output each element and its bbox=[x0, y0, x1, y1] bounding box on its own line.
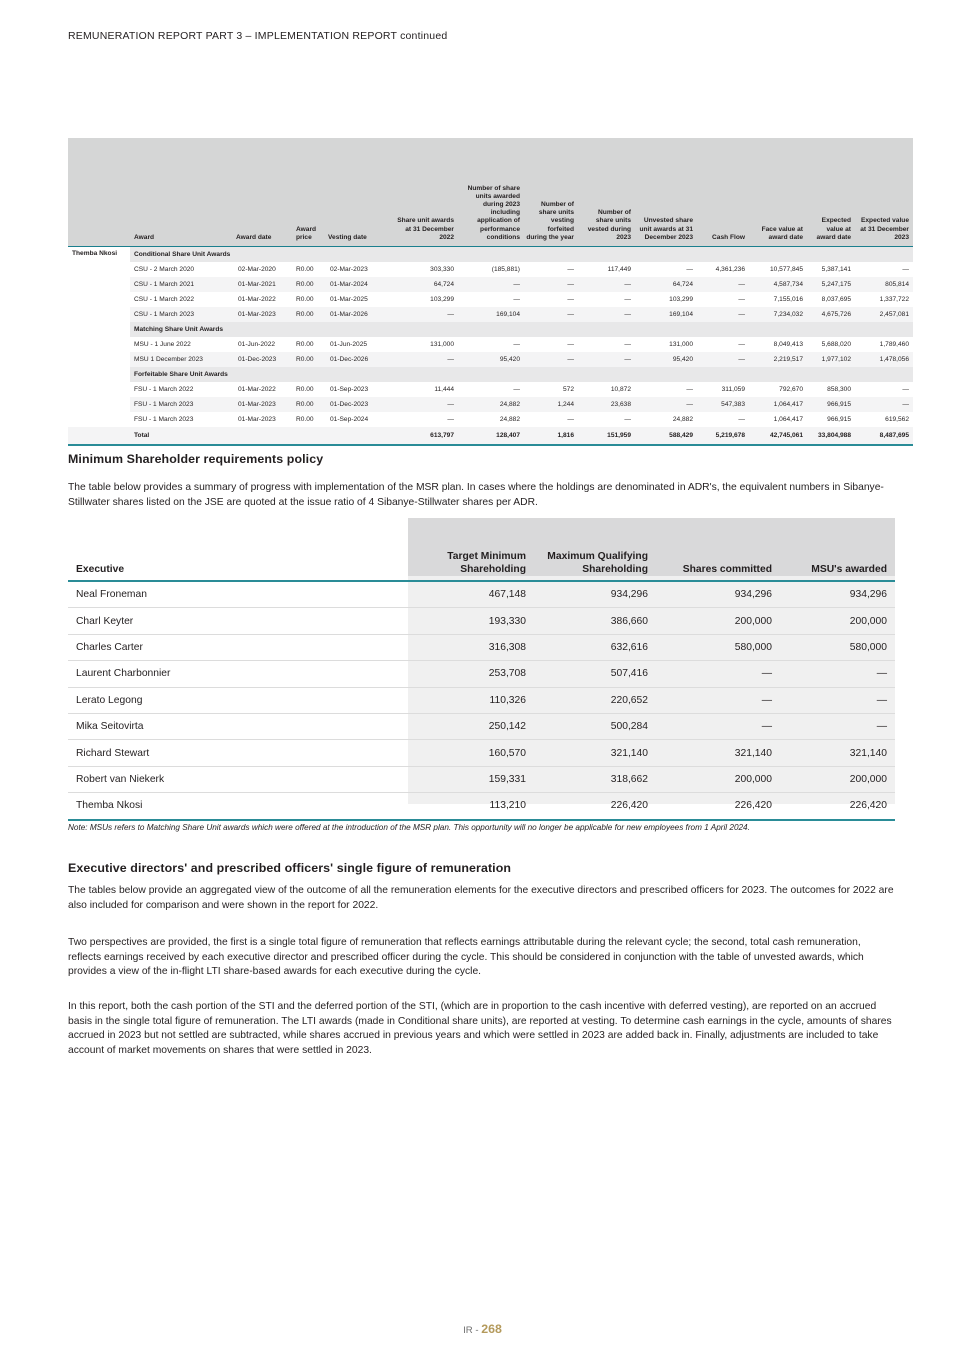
cell-exp-award: 5,387,141 bbox=[821, 266, 851, 273]
cell-award-date: 01-Mar-2021 bbox=[234, 277, 294, 292]
single-figure-para-1: The tables below provide an aggregated view of the outcome of all the remuneration elements for the executive directors and prescribed officers for 2023. The outcomes for 2022 are also included for comparison and were shown in the report for 2022. bbox=[68, 885, 894, 911]
cell-vesting-date: 01-Sep-2023 bbox=[330, 386, 369, 393]
cell-cash-flow: — bbox=[697, 307, 749, 322]
msr-table bbox=[68, 518, 895, 821]
cell-exp-award: 8,037,695 bbox=[821, 296, 851, 303]
cell-exp-award: 966,915 bbox=[807, 397, 855, 412]
cell-units-2022: — bbox=[390, 397, 458, 412]
cell-cash-flow: 547,383 bbox=[697, 397, 749, 412]
cell-units-2022: 303,330 bbox=[430, 266, 454, 273]
table-row bbox=[68, 262, 913, 277]
col-header-award: Award bbox=[130, 138, 234, 247]
cell-exp-2023: — bbox=[855, 397, 913, 412]
msr-cell-committed: — bbox=[656, 687, 780, 713]
unvested-awards-table-wrapper bbox=[68, 138, 909, 446]
cell-awarded-2023: — bbox=[513, 296, 520, 303]
msr-cell-name: Mika Seitovirta bbox=[68, 713, 408, 739]
executive-name-spacer bbox=[68, 382, 130, 397]
single-figure-heading: Executive directors' and prescribed officers' single figure of remuneration bbox=[68, 861, 512, 875]
cell-award-price: R0.00 bbox=[296, 416, 314, 423]
msr-cell-name: Richard Stewart bbox=[68, 740, 408, 766]
msr-cell-name: Themba Nkosi bbox=[68, 793, 408, 820]
cell-face-value: 1,064,417 bbox=[749, 397, 807, 412]
cell-forfeited: — bbox=[524, 307, 578, 322]
cell-vested-2023: 117,449 bbox=[607, 266, 631, 273]
col-header-awarded-2023: Number of share units awarded during 2023 including application of performance conditions bbox=[458, 138, 524, 247]
cell-award-price: R0.00 bbox=[294, 397, 326, 412]
cell-vested-2023: — bbox=[578, 352, 635, 367]
table-row bbox=[68, 337, 913, 352]
msr-cell-maximum: 226,420 bbox=[534, 793, 656, 820]
msr-cell-maximum: 500,284 bbox=[534, 713, 656, 739]
cell-vesting-date: 01-Dec-2026 bbox=[326, 352, 390, 367]
msr-cell-maximum: 318,662 bbox=[534, 766, 656, 792]
col-header-award-date: Award date bbox=[234, 138, 294, 247]
award-group-row bbox=[68, 367, 913, 382]
total-cell-award-date bbox=[234, 427, 294, 445]
msr-cell-maximum: 632,616 bbox=[534, 634, 656, 660]
cell-units-2022: 64,724 bbox=[390, 277, 458, 292]
executive-name-spacer bbox=[68, 307, 130, 322]
cell-award: CSU - 2 March 2020 bbox=[134, 266, 195, 273]
unvested-awards-table bbox=[68, 138, 913, 446]
msr-cell-name: Charles Carter bbox=[68, 634, 408, 660]
cell-forfeited: — bbox=[524, 352, 578, 367]
award-group-title: Forfeitable Share Unit Awards bbox=[130, 367, 913, 382]
msr-table-row bbox=[68, 713, 895, 739]
cell-vested-2023: — bbox=[578, 307, 635, 322]
cell-units-2022: 131,000 bbox=[430, 341, 454, 348]
table-row bbox=[68, 382, 913, 397]
total-cell-vesting-date bbox=[326, 427, 390, 445]
msr-cell-committed: — bbox=[656, 661, 780, 687]
col-header-forfeited: Number of share units vesting forfeited during the year bbox=[524, 138, 578, 247]
msr-cell-msu: 321,140 bbox=[780, 740, 895, 766]
msr-cell-name: Neal Froneman bbox=[68, 581, 408, 608]
cell-face-value: 7,155,016 bbox=[773, 296, 803, 303]
cell-face-value: 7,234,032 bbox=[749, 307, 807, 322]
cell-award: FSU - 1 March 2022 bbox=[134, 386, 194, 393]
col-header-award-price: Award price bbox=[294, 138, 326, 247]
cell-face-value: 1,064,417 bbox=[773, 416, 803, 423]
cell-cash-flow: — bbox=[738, 296, 745, 303]
msr-table-row bbox=[68, 661, 895, 687]
cell-forfeited: — bbox=[567, 416, 574, 423]
cell-cash-flow: — bbox=[697, 277, 749, 292]
msr-cell-target: 316,308 bbox=[408, 634, 534, 660]
total-cell-exp-award: 33,804,988 bbox=[807, 427, 855, 445]
cell-award: CSU - 1 March 2023 bbox=[130, 307, 234, 322]
msr-cell-committed: 580,000 bbox=[656, 634, 780, 660]
table-row bbox=[68, 277, 913, 292]
cell-award-date: 01-Mar-2023 bbox=[238, 416, 276, 423]
cell-award-date: 01-Mar-2023 bbox=[234, 307, 294, 322]
cell-forfeited: — bbox=[567, 296, 574, 303]
unvested-awards-body bbox=[68, 247, 913, 446]
msr-table-row bbox=[68, 766, 895, 792]
executive-name-spacer bbox=[68, 412, 130, 427]
executive-name-spacer bbox=[68, 397, 130, 412]
executive-name-spacer bbox=[68, 322, 130, 337]
total-row bbox=[68, 427, 913, 445]
msr-cell-committed: 321,140 bbox=[656, 740, 780, 766]
total-cell-vested-2023: 151,959 bbox=[578, 427, 635, 445]
msr-cell-maximum: 507,416 bbox=[534, 661, 656, 687]
cell-unvested-2023: 131,000 bbox=[669, 341, 693, 348]
msr-col-target: Target Minimum Shareholding bbox=[408, 518, 534, 581]
cell-award-date: 01-Jun-2022 bbox=[238, 341, 276, 348]
cell-vested-2023: 23,638 bbox=[578, 397, 635, 412]
msr-cell-msu: — bbox=[780, 687, 895, 713]
cell-award: CSU - 1 March 2022 bbox=[134, 296, 195, 303]
total-cell-awarded-2023: 128,407 bbox=[458, 427, 524, 445]
cell-exp-2023: 1,337,722 bbox=[879, 296, 909, 303]
award-group-title: Matching Share Unit Awards bbox=[130, 322, 913, 337]
cell-vested-2023: — bbox=[624, 416, 631, 423]
cell-cash-flow: 4,361,236 bbox=[715, 266, 745, 273]
msr-header-row bbox=[68, 518, 895, 581]
msr-intro-paragraph: The table below provides a summary of progress with implementation of the MSR plan. In cases where the holdings are denominated in ADR's, the equivalent numbers in Sibanye-Stillwater shares listed on the JSE are quoted at the issue ratio of 4 Sibanye-Stillwater shares per ADR. bbox=[68, 482, 884, 508]
cell-vesting-date: 01-Mar-2026 bbox=[326, 307, 390, 322]
cell-face-value: 4,587,734 bbox=[749, 277, 807, 292]
msr-col-committed: Shares committed bbox=[656, 518, 780, 581]
cell-face-value: 2,219,517 bbox=[749, 352, 807, 367]
cell-award-price: R0.00 bbox=[294, 307, 326, 322]
col-header-expected-value-award: Expected value at award date bbox=[807, 138, 855, 247]
msr-cell-target: 250,142 bbox=[408, 713, 534, 739]
table-row bbox=[68, 307, 913, 322]
msr-cell-msu: 200,000 bbox=[780, 766, 895, 792]
cell-awarded-2023: 24,882 bbox=[458, 397, 524, 412]
cell-awarded-2023: — bbox=[458, 277, 524, 292]
msr-cell-target: 193,330 bbox=[408, 608, 534, 634]
cell-exp-award: 5,247,175 bbox=[807, 277, 855, 292]
cell-units-2022: 103,299 bbox=[430, 296, 454, 303]
col-header-cash-flow: Cash Flow bbox=[697, 138, 749, 247]
cell-award-date: 01-Dec-2023 bbox=[234, 352, 294, 367]
col-header-executive bbox=[68, 138, 130, 247]
msr-cell-msu: 226,420 bbox=[780, 793, 895, 820]
cell-exp-2023: 2,457,081 bbox=[855, 307, 913, 322]
cell-cash-flow: — bbox=[697, 352, 749, 367]
cell-vested-2023: 10,872 bbox=[610, 386, 631, 393]
msr-cell-committed: 934,296 bbox=[656, 581, 780, 608]
cell-units-2022: — bbox=[390, 307, 458, 322]
cell-vesting-date: 01-Sep-2024 bbox=[330, 416, 369, 423]
cell-award: MSU 1 December 2023 bbox=[130, 352, 234, 367]
msr-section-heading: Minimum Shareholder requirements policy bbox=[68, 452, 324, 466]
table-row bbox=[68, 412, 913, 427]
cell-award-date: 01-Mar-2023 bbox=[234, 397, 294, 412]
msr-cell-target: 253,708 bbox=[408, 661, 534, 687]
cell-exp-award: 1,977,102 bbox=[807, 352, 855, 367]
msr-cell-target: 110,326 bbox=[408, 687, 534, 713]
total-cell-units-2022: 613,797 bbox=[390, 427, 458, 445]
cell-vested-2023: — bbox=[624, 296, 631, 303]
cell-face-value: 10,577,845 bbox=[769, 266, 803, 273]
cell-exp-2023: 1,478,056 bbox=[855, 352, 913, 367]
cell-unvested-2023: 24,882 bbox=[672, 416, 693, 423]
msr-table-row bbox=[68, 687, 895, 713]
cell-award-date: 02-Mar-2020 bbox=[238, 266, 276, 273]
msr-cell-name: Charl Keyter bbox=[68, 608, 408, 634]
msr-table-row bbox=[68, 608, 895, 634]
msr-cell-name: Laurent Charbonnier bbox=[68, 661, 408, 687]
cell-award: FSU - 1 March 2023 bbox=[130, 397, 234, 412]
msr-table-row bbox=[68, 581, 895, 608]
msr-cell-name: Robert van Niekerk bbox=[68, 766, 408, 792]
cell-forfeited: — bbox=[567, 266, 574, 273]
msr-table-wrapper bbox=[68, 518, 895, 821]
msr-cell-name: Lerato Legong bbox=[68, 687, 408, 713]
cell-unvested-2023: 169,104 bbox=[635, 307, 697, 322]
table-row bbox=[68, 397, 913, 412]
col-header-vesting-date: Vesting date bbox=[326, 138, 390, 247]
msr-cell-target: 113,210 bbox=[408, 793, 534, 820]
cell-units-2022: — bbox=[390, 352, 458, 367]
total-cell-award: Total bbox=[130, 427, 234, 445]
msr-cell-maximum: 386,660 bbox=[534, 608, 656, 634]
cell-exp-award: 4,675,726 bbox=[807, 307, 855, 322]
cell-unvested-2023: — bbox=[686, 386, 693, 393]
cell-award: FSU - 1 March 2023 bbox=[134, 416, 194, 423]
cell-vesting-date: 01-Mar-2025 bbox=[330, 296, 368, 303]
executive-name-spacer bbox=[68, 262, 130, 277]
msr-cell-maximum: 934,296 bbox=[534, 581, 656, 608]
msr-table-body bbox=[68, 581, 895, 820]
cell-face-value: 8,049,413 bbox=[773, 341, 803, 348]
msr-col-executive: Executive bbox=[68, 518, 408, 581]
msr-note: Note: MSUs refers to Matching Share Unit awards which were offered at the introduction of the MSR plan. This opportunity will no longer be applicable for new employees from 1 April 2024. bbox=[68, 823, 750, 832]
col-header-units-2022: Share unit awards at 31 December 2022 bbox=[390, 138, 458, 247]
cell-unvested-2023: — bbox=[686, 266, 693, 273]
footer-prefix: IR - bbox=[463, 1325, 482, 1336]
msr-cell-committed: — bbox=[656, 713, 780, 739]
cell-forfeited: — bbox=[524, 277, 578, 292]
cell-award-price: R0.00 bbox=[294, 277, 326, 292]
cell-exp-award: 858,300 bbox=[827, 386, 851, 393]
msr-cell-maximum: 220,652 bbox=[534, 687, 656, 713]
cell-award-price: R0.00 bbox=[296, 296, 314, 303]
cell-vesting-date: 01-Mar-2024 bbox=[326, 277, 390, 292]
page-footer bbox=[0, 1322, 965, 1336]
total-cell-forfeited: 1,816 bbox=[524, 427, 578, 445]
single-figure-para-3: In this report, both the cash portion of the STI and the deferred portion of the STI, (which are in proportion to the cash incentive with deferred vesting), are reported on an accrued basis in the single total figure of remuneration. The LTI awards (made in Conditional share units), are reported at vesting. To determine cash earnings in the cycle, amounts of shares accrued in 2023 but not settled are subtracted, while shares accrued in previous years and which were settled in 2023 are added back in. Finally, adjustments are included to take account of market movements on shares that were settled in 2023. bbox=[68, 1001, 892, 1056]
msr-cell-target: 159,331 bbox=[408, 766, 534, 792]
cell-award-price: R0.00 bbox=[296, 266, 314, 273]
cell-awarded-2023: — bbox=[513, 341, 520, 348]
col-header-unvested-2023: Unvested share unit awards at 31 December 2023 bbox=[635, 138, 697, 247]
msr-cell-msu: 580,000 bbox=[780, 634, 895, 660]
cell-vesting-date: 01-Jun-2025 bbox=[330, 341, 368, 348]
award-group-row bbox=[68, 322, 913, 337]
col-header-expected-value-2023: Expected value at 31 December 2023 bbox=[855, 138, 913, 247]
table-header-row bbox=[68, 138, 913, 247]
cell-exp-2023: — bbox=[902, 266, 909, 273]
table-row bbox=[68, 352, 913, 367]
cell-vesting-date: 01-Dec-2023 bbox=[326, 397, 390, 412]
msr-col-msu: MSU's awarded bbox=[780, 518, 895, 581]
total-cell-award-price bbox=[294, 427, 326, 445]
cell-exp-2023: 805,814 bbox=[855, 277, 913, 292]
msr-cell-committed: 200,000 bbox=[656, 766, 780, 792]
executive-name-spacer bbox=[68, 367, 130, 382]
table-row bbox=[68, 292, 913, 307]
cell-unvested-2023: 95,420 bbox=[635, 352, 697, 367]
cell-unvested-2023: 64,724 bbox=[635, 277, 697, 292]
msr-cell-msu: — bbox=[780, 661, 895, 687]
cell-awarded-2023: — bbox=[513, 386, 520, 393]
msr-table-row bbox=[68, 634, 895, 660]
running-header: REMUNERATION REPORT PART 3 – IMPLEMENTATION REPORT continued bbox=[68, 30, 448, 42]
cell-forfeited: — bbox=[567, 341, 574, 348]
cell-vesting-date: 02-Mar-2023 bbox=[330, 266, 368, 273]
cell-award-date: 01-Mar-2022 bbox=[238, 296, 276, 303]
cell-unvested-2023: — bbox=[635, 397, 697, 412]
cell-award: MSU - 1 June 2022 bbox=[134, 341, 191, 348]
msr-cell-msu: 934,296 bbox=[780, 581, 895, 608]
award-group-row bbox=[68, 247, 913, 263]
award-group-title: Conditional Share Unit Awards bbox=[130, 247, 913, 263]
cell-award-price: R0.00 bbox=[294, 352, 326, 367]
total-cell-cash-flow: 5,219,678 bbox=[697, 427, 749, 445]
msr-col-maximum: Maximum Qualifying Shareholding bbox=[534, 518, 656, 581]
msr-cell-msu: — bbox=[780, 713, 895, 739]
cell-cash-flow: — bbox=[738, 341, 745, 348]
msr-cell-maximum: 321,140 bbox=[534, 740, 656, 766]
msr-cell-msu: 200,000 bbox=[780, 608, 895, 634]
cell-vested-2023: — bbox=[624, 341, 631, 348]
cell-exp-award: 5,688,020 bbox=[821, 341, 851, 348]
msr-cell-committed: 200,000 bbox=[656, 608, 780, 634]
cell-face-value: 792,670 bbox=[779, 386, 803, 393]
msr-table-row bbox=[68, 793, 895, 820]
footer-page-number: 268 bbox=[481, 1322, 502, 1336]
cell-cash-flow: 311,059 bbox=[721, 386, 745, 393]
msr-cell-target: 160,570 bbox=[408, 740, 534, 766]
total-cell-face-value: 42,745,061 bbox=[749, 427, 807, 445]
executive-name-spacer bbox=[68, 427, 130, 445]
executive-name-cell: Themba Nkosi bbox=[68, 247, 130, 263]
executive-name-spacer bbox=[68, 352, 130, 367]
cell-award: CSU - 1 March 2021 bbox=[130, 277, 234, 292]
msr-cell-target: 467,148 bbox=[408, 581, 534, 608]
cell-forfeited: 572 bbox=[562, 386, 574, 393]
cell-vested-2023: — bbox=[578, 277, 635, 292]
executive-name-spacer bbox=[68, 292, 130, 307]
cell-forfeited: 1,244 bbox=[524, 397, 578, 412]
cell-exp-2023: 619,562 bbox=[885, 416, 909, 423]
cell-award-price: R0.00 bbox=[296, 341, 314, 348]
cell-units-2022: — bbox=[447, 416, 454, 423]
cell-unvested-2023: 103,299 bbox=[669, 296, 693, 303]
cell-awarded-2023: 169,104 bbox=[458, 307, 524, 322]
cell-exp-2023: 1,789,460 bbox=[879, 341, 909, 348]
cell-awarded-2023: 24,882 bbox=[499, 416, 520, 423]
cell-award-price: R0.00 bbox=[296, 386, 314, 393]
total-cell-unvested-2023: 588,429 bbox=[635, 427, 697, 445]
cell-exp-2023: — bbox=[902, 386, 909, 393]
total-cell-exp-2023: 8,487,695 bbox=[855, 427, 913, 445]
col-header-face-value: Face value at award date bbox=[749, 138, 807, 247]
cell-awarded-2023: (185,881) bbox=[491, 266, 520, 273]
cell-cash-flow: — bbox=[738, 416, 745, 423]
cell-award-date: 01-Mar-2022 bbox=[238, 386, 276, 393]
executive-name-spacer bbox=[68, 277, 130, 292]
cell-awarded-2023: 95,420 bbox=[458, 352, 524, 367]
executive-name-spacer bbox=[68, 337, 130, 352]
cell-units-2022: 11,444 bbox=[434, 386, 454, 393]
msr-cell-committed: 226,420 bbox=[656, 793, 780, 820]
msr-table-row bbox=[68, 740, 895, 766]
col-header-vested-2023: Number of share units vested during 2023 bbox=[578, 138, 635, 247]
single-figure-para-2: Two perspectives are provided, the first is a single total figure of remuneration that reflects earnings attributable during the relevant cycle; the second, total cash remuneration, reflects earnings received by each executive director and prescribed officer during the cycle. This should be considered in conjunction with the table of unvested awards, which provides a view of the in-flight LTI share-based awards for each executive during the cycle. bbox=[68, 937, 864, 978]
cell-exp-award: 966,915 bbox=[827, 416, 851, 423]
